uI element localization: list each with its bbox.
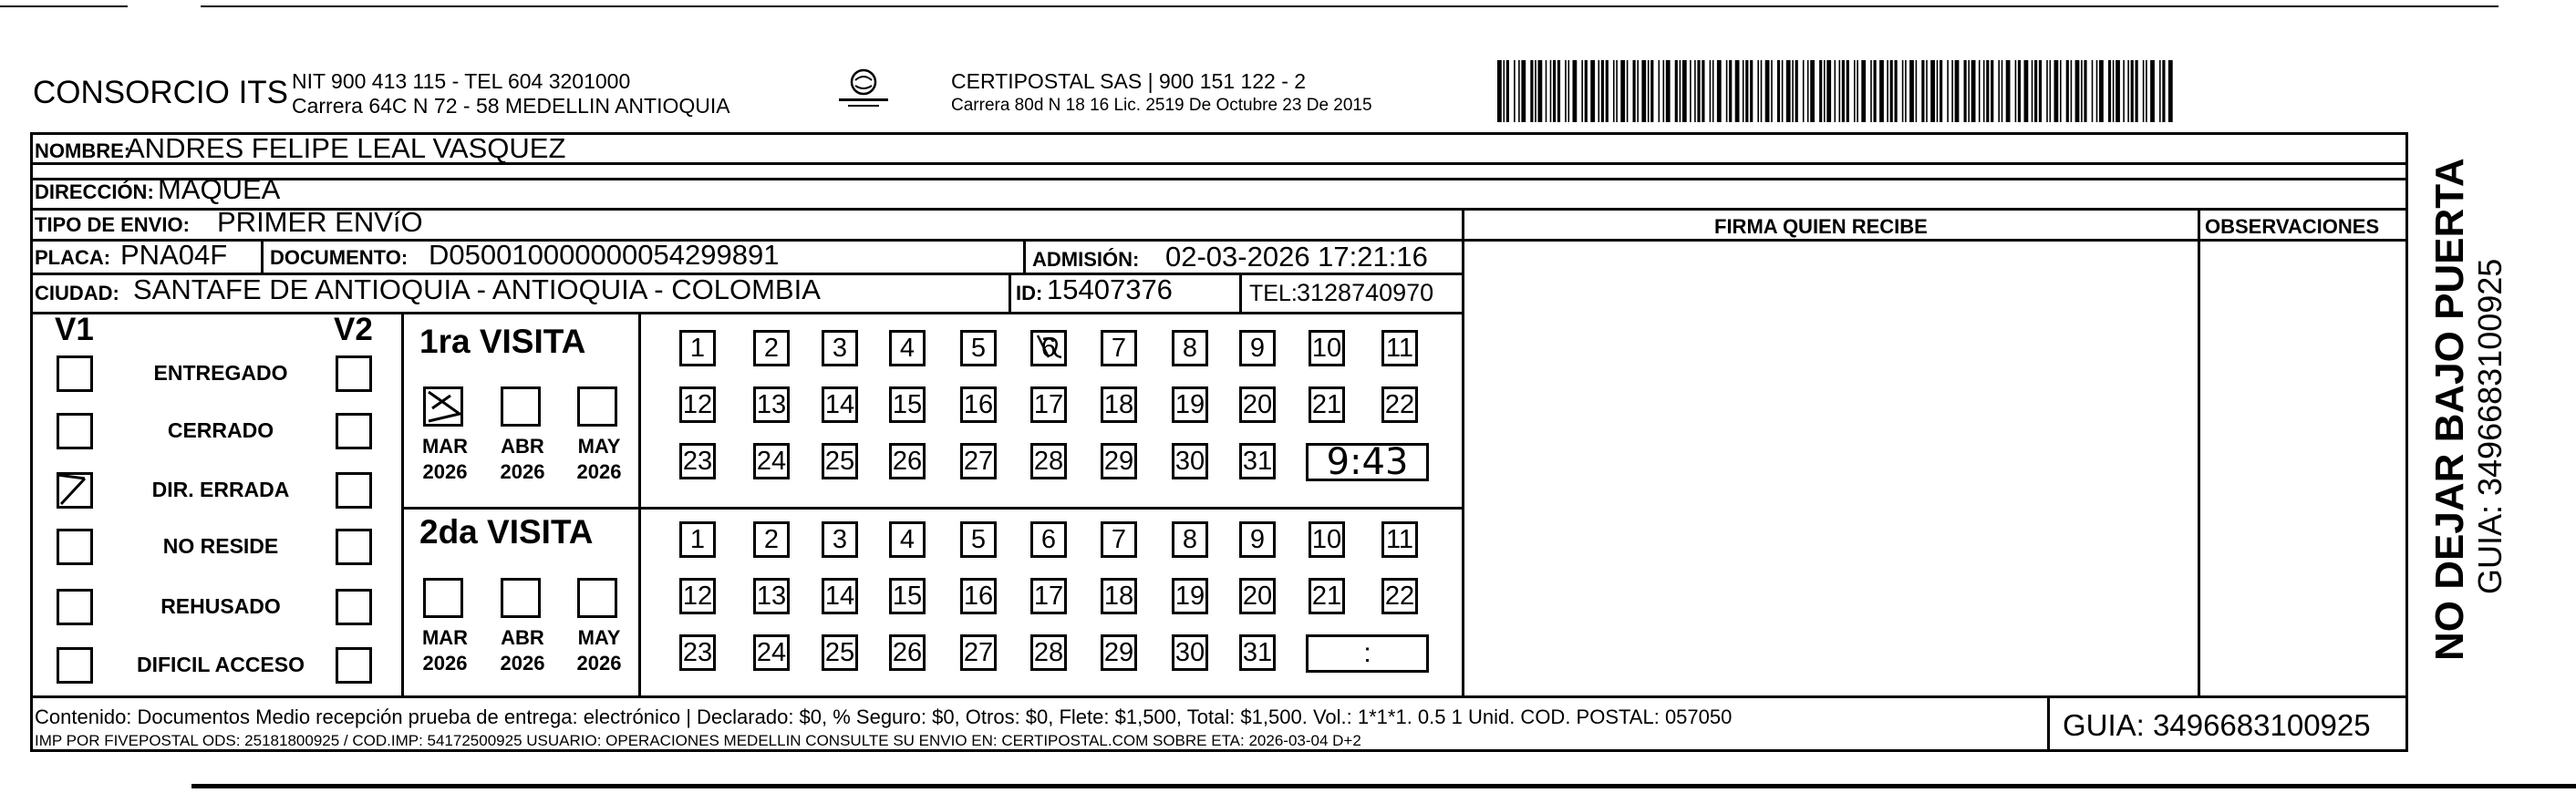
day-box[interactable]: 30 <box>1172 443 1208 479</box>
carrier-line-1: CERTIPOSTAL SAS | 900 151 122 - 2 <box>951 69 1307 93</box>
day-box[interactable]: 17 <box>1030 386 1067 423</box>
tel-label: TEL: <box>1249 281 1298 306</box>
status-label: DIFICIL ACCESO <box>136 653 305 676</box>
day-box[interactable]: 20 <box>1239 578 1276 614</box>
top-rule <box>201 5 2498 7</box>
day-box[interactable]: 12 <box>679 578 716 614</box>
day-box[interactable]: 1 <box>679 521 716 558</box>
day-box[interactable]: 16 <box>960 578 997 614</box>
day-box[interactable]: 25 <box>822 443 858 479</box>
day-box[interactable]: 11 <box>1381 521 1418 558</box>
day-box[interactable]: 17 <box>1030 578 1067 614</box>
day-box[interactable]: 24 <box>753 443 790 479</box>
top-rule-left <box>0 5 128 7</box>
admision-label: ADMISIÓN: <box>1032 248 1140 271</box>
v1-checkbox[interactable] <box>57 647 93 684</box>
day-box[interactable]: 23 <box>679 443 716 479</box>
id-label: ID: <box>1016 282 1043 304</box>
month-label <box>570 625 628 676</box>
v1-checkbox[interactable] <box>57 355 93 392</box>
day-box[interactable]: 9 <box>1239 521 1276 558</box>
documento-label: DOCUMENTO: <box>270 246 409 269</box>
nombre-value: ANDRES FELIPE LEAL VASQUEZ <box>126 132 566 164</box>
day-box[interactable]: 15 <box>889 578 926 614</box>
status-label: NO RESIDE <box>162 534 279 558</box>
company-name: CONSORCIO ITS <box>33 75 289 110</box>
ciudad-label: CIUDAD: <box>35 282 119 304</box>
status-label: CERRADO <box>167 418 274 442</box>
day-box[interactable]: 1 <box>679 330 716 366</box>
footer-guia: GUIA: 3496683100925 <box>2063 708 2371 742</box>
day-box[interactable]: 5 <box>960 521 997 558</box>
ciudad-value: SANTAFE DE ANTIOQUIA - ANTIOQUIA - COLOMBIA <box>133 273 821 305</box>
day-box[interactable]: 7 <box>1101 330 1137 366</box>
placa-label: PLACA: <box>35 246 111 269</box>
v2-checkbox[interactable] <box>336 355 372 392</box>
day-box[interactable]: 2 <box>753 521 790 558</box>
day-box[interactable]: 6 <box>1030 521 1067 558</box>
month-name: MAR <box>421 435 469 458</box>
day-box[interactable]: 7 <box>1101 521 1137 558</box>
day-box[interactable]: 5 <box>960 330 997 366</box>
v1-checkbox[interactable] <box>57 413 93 449</box>
day-box[interactable]: 27 <box>960 443 997 479</box>
side-warning: NO DEJAR BAJO PUERTA <box>2427 158 2472 661</box>
firma-header: FIRMA QUIEN RECIBE <box>1714 215 1928 238</box>
day-box[interactable]: 30 <box>1172 634 1208 671</box>
day-box[interactable]: 13 <box>753 578 790 614</box>
day-box[interactable]: 15 <box>889 386 926 423</box>
month-checkbox[interactable] <box>501 386 541 427</box>
day-box[interactable]: 28 <box>1030 443 1067 479</box>
day-box[interactable]: 19 <box>1172 386 1208 423</box>
month-year: 2026 <box>500 460 545 483</box>
month-name: MAR <box>421 626 469 649</box>
day-box[interactable]: 16 <box>960 386 997 423</box>
day-box[interactable]: 27 <box>960 634 997 671</box>
day-box[interactable]: 25 <box>822 634 858 671</box>
month-name: MAY <box>577 626 621 649</box>
day-box[interactable]: 26 <box>889 443 926 479</box>
month-name: MAY <box>577 435 621 458</box>
direccion-value: MAQUEA <box>158 173 281 205</box>
day-box[interactable]: 21 <box>1309 386 1345 423</box>
time-box[interactable]: : <box>1306 634 1429 673</box>
tel-value: 3128740970 <box>1297 279 1434 306</box>
company-line-1: NIT 900 413 115 - TEL 604 3201000 <box>292 69 631 93</box>
id-value: 15407376 <box>1047 273 1173 305</box>
day-box[interactable]: 31 <box>1239 443 1276 479</box>
day-box[interactable]: 11 <box>1381 330 1418 366</box>
footer-line-1: Contenido: Documentos Medio recepción prueba de entrega: electrónico | Declarado: $0, % Seguro: $0, Otros: $0, Flete: $1,500, Total: $1,500. Vol.: 1*1*1. 0.5 1 Unid. COD. POSTAL: 057050 <box>35 705 1733 728</box>
month-label <box>570 434 628 485</box>
admision-value: 02-03-2026 17:21:16 <box>1165 241 1428 273</box>
day-box[interactable]: 29 <box>1101 634 1137 671</box>
nombre-label: NOMBRE: <box>35 139 131 162</box>
v2-checkbox[interactable] <box>336 472 372 509</box>
time-box[interactable]: 9:43 <box>1306 443 1429 481</box>
v2-header: V2 <box>334 312 373 347</box>
day-box[interactable]: 18 <box>1101 386 1137 423</box>
month-checkbox[interactable] <box>577 386 617 427</box>
day-box[interactable]: 12 <box>679 386 716 423</box>
month-year: 2026 <box>576 460 622 483</box>
certipostal-logo <box>832 66 895 111</box>
bottom-rule <box>191 784 2576 788</box>
day-box[interactable]: 9 <box>1239 330 1276 366</box>
tipo-envio-value: PRIMER ENVíO <box>217 206 423 238</box>
day-box[interactable]: 14 <box>822 386 858 423</box>
v1-header: V1 <box>55 312 94 347</box>
day-box[interactable]: 22 <box>1381 578 1418 614</box>
day-box[interactable]: 10 <box>1309 521 1345 558</box>
status-label: DIR. ERRADA <box>151 478 290 501</box>
v2-checkbox[interactable] <box>336 413 372 449</box>
day-box[interactable]: 24 <box>753 634 790 671</box>
day-box[interactable]: 3 <box>822 521 858 558</box>
v2-checkbox[interactable] <box>336 589 372 625</box>
month-name: ABR <box>501 626 544 649</box>
day-box[interactable] <box>1030 330 1067 366</box>
v1-checkbox[interactable] <box>57 472 93 509</box>
status-label: REHUSADO <box>160 594 281 618</box>
day-box[interactable]: 21 <box>1309 578 1345 614</box>
side-guia: GUIA: 3496683100925 <box>2471 258 2509 594</box>
month-year: 2026 <box>422 460 468 483</box>
month-checkbox[interactable] <box>577 578 617 618</box>
v1-checkbox[interactable] <box>57 589 93 625</box>
day-box[interactable]: 2 <box>753 330 790 366</box>
observaciones-header: OBSERVACIONES <box>2205 215 2380 238</box>
month-year: 2026 <box>576 652 622 675</box>
day-box[interactable]: 4 <box>889 521 926 558</box>
day-box[interactable]: 31 <box>1239 634 1276 671</box>
day-box[interactable]: 8 <box>1172 521 1208 558</box>
day-number: 6 <box>1040 333 1057 363</box>
company-line-2: Carrera 64C N 72 - 58 MEDELLIN ANTIOQUIA <box>292 94 730 118</box>
v2-checkbox[interactable] <box>336 647 372 684</box>
month-year: 2026 <box>500 652 545 675</box>
day-box[interactable]: 20 <box>1239 386 1276 423</box>
tipo-envio-label: TIPO DE ENVIO: <box>35 213 190 236</box>
v2-checkbox[interactable] <box>336 529 372 565</box>
month-label <box>493 434 552 485</box>
month-label <box>416 434 474 485</box>
barcode <box>1497 60 2178 122</box>
month-checkbox[interactable] <box>423 578 463 618</box>
day-box[interactable]: 8 <box>1172 330 1208 366</box>
month-checkbox[interactable] <box>501 578 541 618</box>
day-box[interactable]: 19 <box>1172 578 1208 614</box>
status-label: ENTREGADO <box>153 361 288 385</box>
carrier-line-2: Carrera 80d N 18 16 Lic. 2519 De Octubre 23 De 2015 <box>951 96 1372 115</box>
visit-1-title: 1ra VISITA <box>419 323 586 360</box>
day-box[interactable]: 29 <box>1101 443 1137 479</box>
day-box[interactable]: 28 <box>1030 634 1067 671</box>
v1-checkbox[interactable] <box>57 529 93 565</box>
month-checkbox[interactable] <box>423 386 463 427</box>
visit-2-title: 2da VISITA <box>419 513 594 551</box>
day-box[interactable]: 22 <box>1381 386 1418 423</box>
day-box[interactable]: 3 <box>822 330 858 366</box>
documento-value: D050010000000054299891 <box>429 239 780 271</box>
month-name: ABR <box>501 435 544 458</box>
month-label <box>416 625 474 676</box>
placa-value: PNA04F <box>120 239 228 271</box>
day-box[interactable]: 23 <box>679 634 716 671</box>
day-box[interactable]: 14 <box>822 578 858 614</box>
month-label <box>493 625 552 676</box>
day-box[interactable]: 26 <box>889 634 926 671</box>
footer-line-2: IMP POR FIVEPOSTAL ODS: 25181800925 / COD.IMP: 54172500925 USUARIO: OPERACIONES MEDELLIN CONSULTE SU ENVIO EN: CERTIPOSTAL.COM SOBRE ETA: 2026-03-04 D+2 <box>35 732 1361 749</box>
day-box[interactable]: 18 <box>1101 578 1137 614</box>
direccion-label: DIRECCIÓN: <box>35 180 154 203</box>
day-box[interactable]: 10 <box>1309 330 1345 366</box>
day-box[interactable]: 13 <box>753 386 790 423</box>
day-box[interactable]: 4 <box>889 330 926 366</box>
month-year: 2026 <box>422 652 468 675</box>
